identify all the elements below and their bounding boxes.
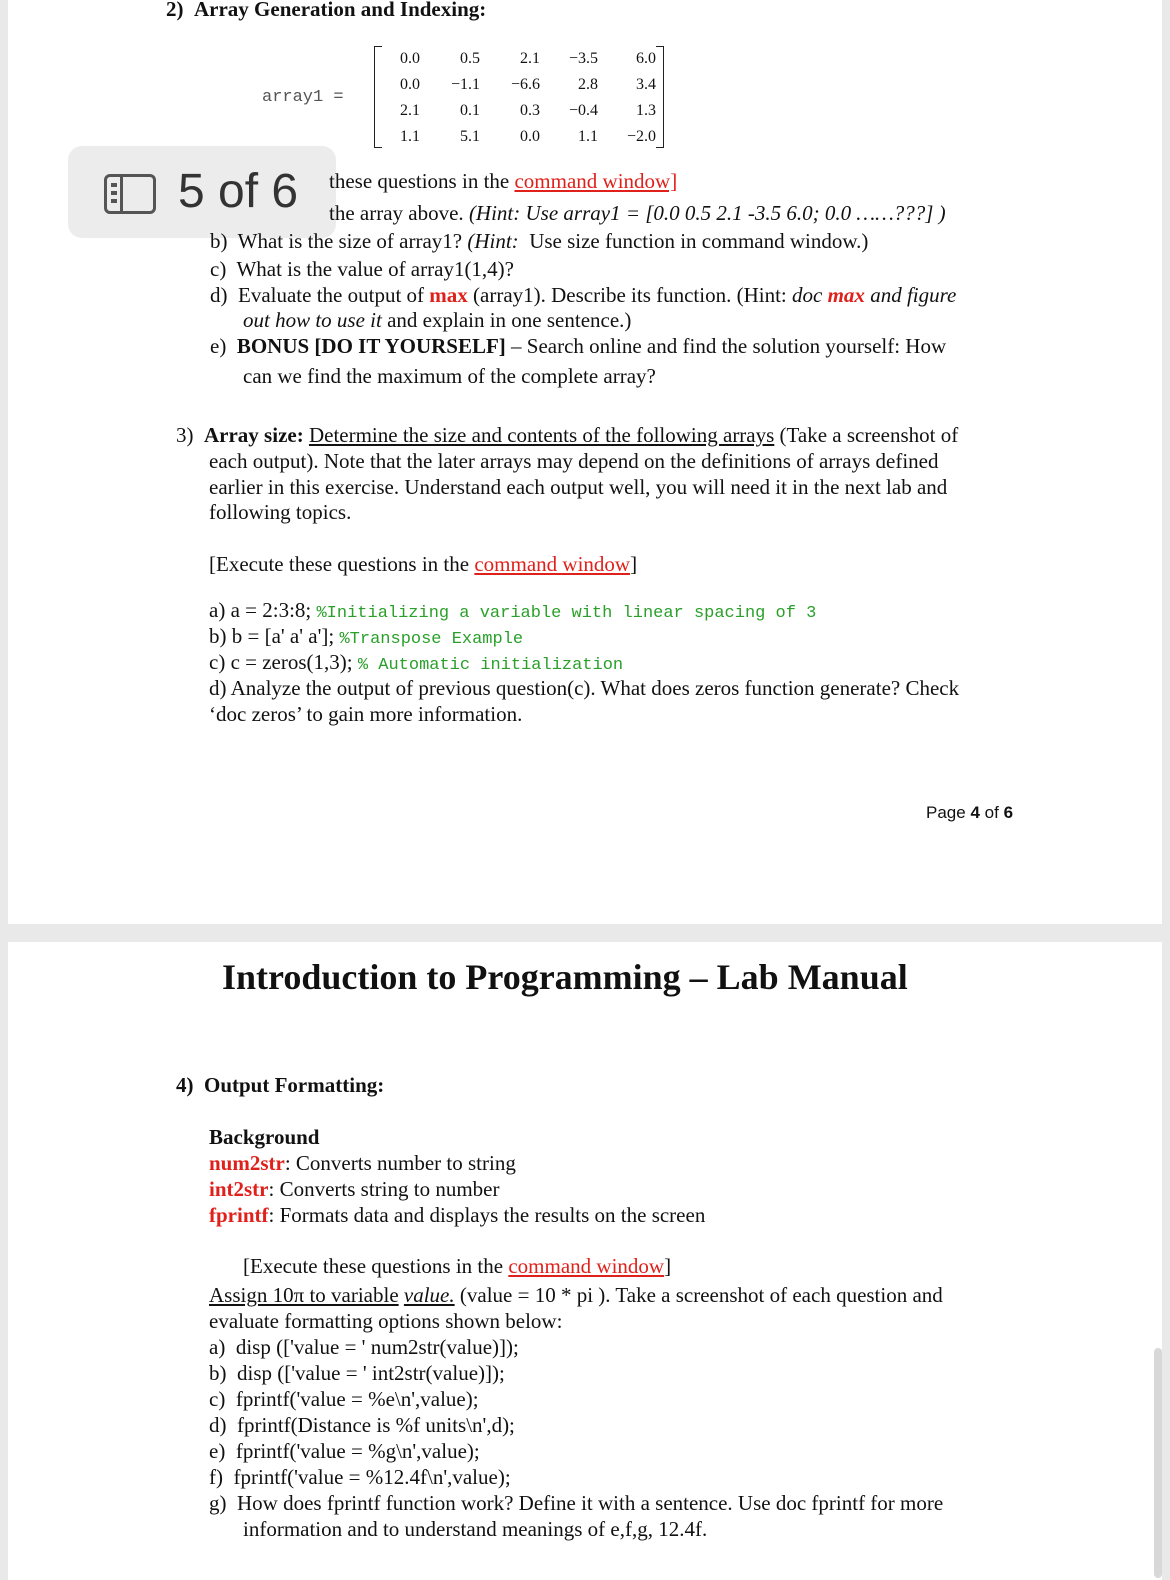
matrix-cell: 2.1 xyxy=(520,50,540,67)
item-label: a) xyxy=(209,1335,226,1359)
matrix-cell: 0.0 xyxy=(400,76,420,93)
q2-exec-line xyxy=(329,168,677,194)
item-text: disp (['value = ' int2str(value)]); xyxy=(237,1361,505,1385)
q3-exec-line xyxy=(209,551,637,577)
max-keyword: max xyxy=(429,283,468,307)
item-label: b) xyxy=(209,1361,227,1385)
page-counter-badge xyxy=(68,146,336,238)
background-heading: Background xyxy=(209,1125,320,1149)
assign-line2: evaluate formatting options shown below: xyxy=(209,1309,563,1333)
page-total: 6 xyxy=(1003,803,1014,822)
q4-command-window-link[interactable]: command window xyxy=(508,1254,665,1278)
matrix-right-bracket xyxy=(656,46,664,148)
item-text: fprintf('value = %e\n',value); xyxy=(235,1387,479,1411)
page-of: of xyxy=(984,803,999,822)
assign-line xyxy=(209,1282,943,1308)
q4-item xyxy=(209,1386,479,1412)
q4-item xyxy=(209,1438,480,1464)
q2-e-line2: can we find the maximum of the complete array? xyxy=(243,364,656,388)
page-label: Page xyxy=(926,803,966,822)
item-label: e) xyxy=(210,334,227,358)
matrix-cell: 0.0 xyxy=(520,128,540,145)
matrix-cell: −0.4 xyxy=(568,102,598,119)
int2str-keyword: int2str xyxy=(209,1177,269,1201)
fprintf-line xyxy=(209,1202,705,1228)
matrix-cell: 2.1 xyxy=(400,102,420,119)
matrix-cell: 5.1 xyxy=(460,128,480,145)
matrix-cell: 0.5 xyxy=(460,50,480,67)
q3-line4: following topics. xyxy=(209,500,352,524)
section-2-heading: 2) Array Generation and Indexing: xyxy=(166,0,487,21)
q2-b-hint-text: Use size function in command window.) xyxy=(529,229,869,253)
q2-d-line2 xyxy=(243,307,631,333)
fprintf-desc: : Formats data and displays the results on the screen xyxy=(268,1203,706,1227)
document-page-4 xyxy=(8,0,1162,924)
assign-value: value. xyxy=(403,1283,455,1307)
matrix-cell: −1.1 xyxy=(450,76,480,93)
q2-e-item xyxy=(210,333,946,359)
matrix-cell: 3.4 xyxy=(636,76,656,93)
num2str-desc: : Converts number to string xyxy=(284,1151,516,1175)
q4-item xyxy=(209,1490,943,1516)
page-number xyxy=(926,803,1013,823)
int2str-desc: : Converts string to number xyxy=(268,1177,500,1201)
hint-doc: doc xyxy=(792,283,823,307)
hint-tail: and figure xyxy=(870,283,957,307)
matrix-cell: −2.0 xyxy=(626,128,656,145)
q2-b-item xyxy=(210,228,868,254)
q2-d-post: (array1). Describe its function. (Hint: xyxy=(473,283,787,307)
hint-label: (Hint: xyxy=(467,229,519,253)
matrix-cell: 6.0 xyxy=(636,50,656,67)
item-text: fprintf('value = %g\n',value); xyxy=(235,1439,480,1463)
item-label: b) xyxy=(210,229,228,253)
q3-b-code: b) b = [a' a' a']; xyxy=(209,624,335,648)
q2-c-text: What is the value of array1(1,4)? xyxy=(236,257,514,281)
q3-command-window-link[interactable]: command window xyxy=(474,552,631,576)
q3-bold-title: Array size: xyxy=(204,423,304,447)
q2-exec-tail: these questions in the xyxy=(329,169,510,193)
q4-exec-line xyxy=(243,1253,671,1279)
q3-c-comment: % Automatic initialization xyxy=(357,656,624,675)
item-text: fprintf(Distance is %f units\n',d); xyxy=(237,1413,515,1437)
q3-a-code: a) a = 2:3:8; xyxy=(209,598,312,622)
matrix-cell: 2.8 xyxy=(578,76,598,93)
matrix-cell: 1.1 xyxy=(400,128,420,145)
item-label: d) xyxy=(209,1413,227,1437)
q4-item xyxy=(209,1334,519,1360)
bonus-label: BONUS [DO IT YOURSELF] xyxy=(236,334,506,358)
q2-b-text: What is the size of array1? xyxy=(237,229,463,253)
item-label: d) xyxy=(210,283,228,307)
q3-line1 xyxy=(176,422,958,448)
assign-tail: (value = 10 * pi ). Take a screenshot of each question and xyxy=(459,1283,943,1307)
item-label: c) xyxy=(210,257,227,281)
q3-exec-close: ] xyxy=(630,552,638,576)
q2-a-line xyxy=(329,200,946,226)
q3-line2: each output). Note that the later arrays may depend on the definitions of arrays defined xyxy=(209,449,939,473)
page-counter-text: 5 of 6 xyxy=(178,165,299,218)
num2str-keyword: num2str xyxy=(209,1151,285,1175)
q3-exec-pre: [Execute these questions in the xyxy=(209,552,470,576)
page-view-icon xyxy=(104,174,156,214)
q2-d-line2-italic: out how to use it xyxy=(243,308,382,332)
q3-d-line1: d) Analyze the output of previous question(c). What does zeros function generate? Check xyxy=(209,676,960,700)
item-text: fprintf('value = %12.4f\n',value); xyxy=(233,1465,511,1489)
item-label: e) xyxy=(209,1439,226,1463)
item-text: disp (['value = ' num2str(value)]); xyxy=(235,1335,519,1359)
q3-b-comment: %Transpose Example xyxy=(339,630,524,649)
array1-matrix xyxy=(374,44,664,150)
q3-line1-tail: (Take a screenshot of xyxy=(779,423,959,447)
fprintf-keyword: fprintf xyxy=(209,1203,269,1227)
q2-command-window-link[interactable]: command window] xyxy=(514,169,678,193)
q2-d-pre: Evaluate the output of xyxy=(238,283,425,307)
q3-c-code: c) c = zeros(1,3); xyxy=(209,650,353,674)
array-label: array1 = xyxy=(262,88,344,107)
q2-e-text: – Search online and find the solution yourself: How xyxy=(511,334,947,358)
page-current: 4 xyxy=(970,803,980,822)
scrollbar[interactable] xyxy=(1154,1348,1162,1578)
int2str-line xyxy=(209,1176,499,1202)
q4-exec-close: ] xyxy=(664,1254,672,1278)
matrix-cell: 1.1 xyxy=(578,128,598,145)
q2-a-hint: (Hint: Use array1 = [0.0 0.5 2.1 -3.5 6.0; 0.0 ……???] ) xyxy=(468,201,946,225)
q2-c-item xyxy=(210,256,514,282)
page-title: Introduction to Programming – Lab Manual xyxy=(222,957,908,997)
assign-underlined: Assign 10π to variable xyxy=(209,1283,399,1307)
matrix-cell: 0.0 xyxy=(400,50,420,67)
matrix-cell: 0.1 xyxy=(460,102,480,119)
q2-d-item xyxy=(210,282,956,308)
matrix-cell: 0.3 xyxy=(520,102,540,119)
q2-a-tail: the array above. xyxy=(329,201,464,225)
hint-max-keyword: max xyxy=(827,283,865,307)
item-label: c) xyxy=(209,1387,226,1411)
q4-item xyxy=(209,1412,515,1438)
item-text: How does fprintf function work? Define it with a sentence. Use doc fprintf for more xyxy=(237,1491,944,1515)
q3-underlined: Determine the size and contents of the following arrays xyxy=(308,423,775,447)
q3-d-line2: ‘doc zeros’ to gain more information. xyxy=(209,702,523,726)
q4-item xyxy=(209,1360,505,1386)
document-page-5 xyxy=(8,942,1162,1580)
item-label: f) xyxy=(209,1465,223,1489)
q4-item xyxy=(209,1464,511,1490)
num2str-line xyxy=(209,1150,516,1176)
matrix-cell: −3.5 xyxy=(568,50,598,67)
matrix-cell: 1.3 xyxy=(636,102,656,119)
q3-line3: earlier in this exercise. Understand each output well, you will need it in the next lab and xyxy=(209,475,948,499)
matrix-cell: −6.6 xyxy=(510,76,540,93)
q3-number: 3) xyxy=(176,423,194,447)
section-4-heading: 4) Output Formatting: xyxy=(176,1073,385,1097)
q2-d-line2-tail: and explain in one sentence.) xyxy=(387,308,632,332)
q4-exec-pre: [Execute these questions in the xyxy=(243,1254,504,1278)
q4-g-line2: information and to understand meanings of e,f,g, 12.4f. xyxy=(243,1517,708,1541)
item-label: g) xyxy=(209,1491,227,1515)
q3-a-comment: %Initializing a variable with linear spacing of 3 xyxy=(316,604,817,623)
